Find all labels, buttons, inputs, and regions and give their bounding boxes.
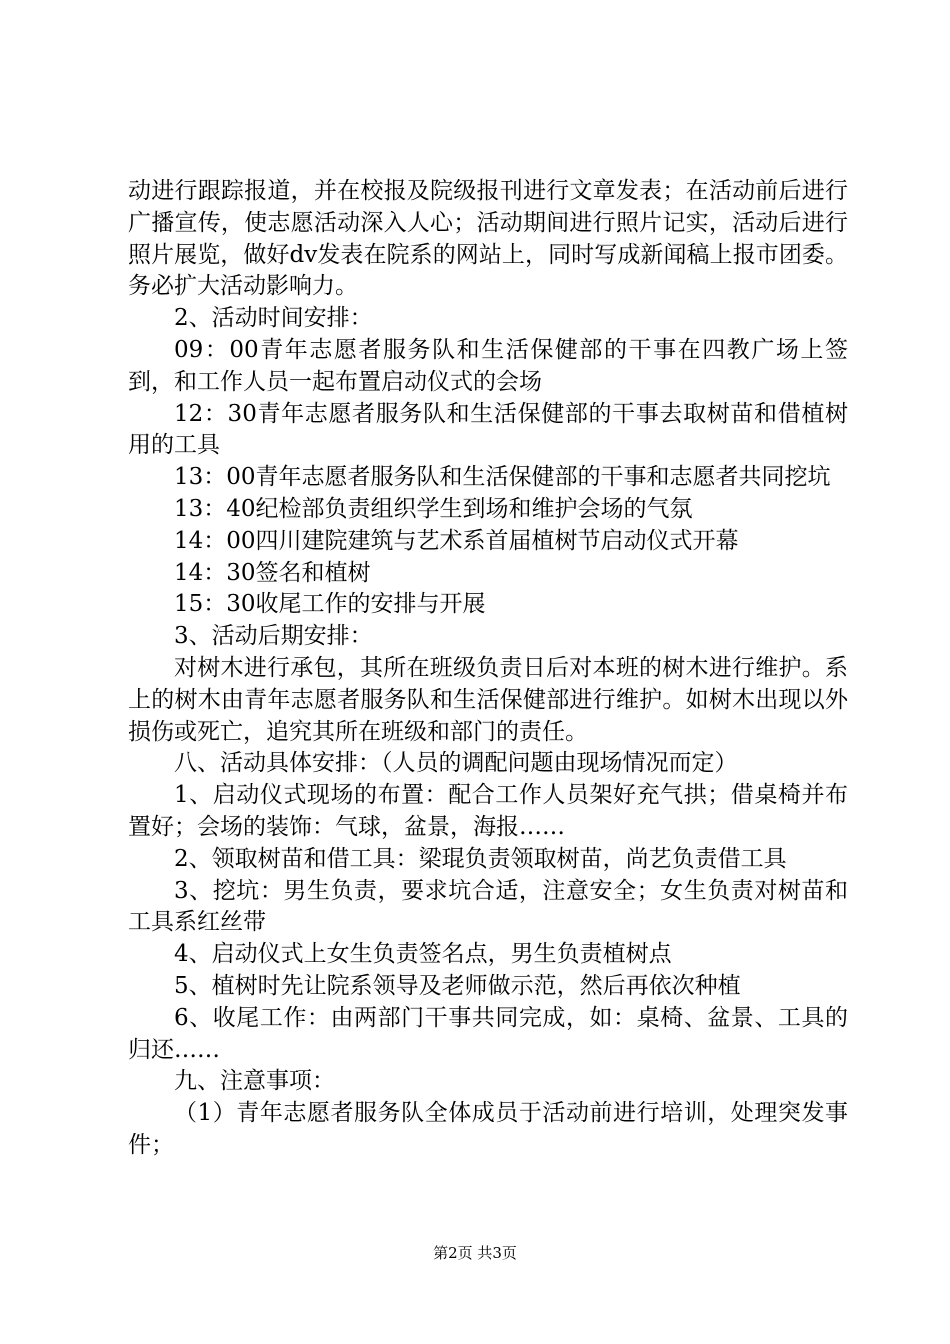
paragraph: 2、活动时间安排： [174, 305, 373, 332]
paragraph: 14：30签名和植树 [174, 559, 371, 586]
paragraph: 15：30收尾工作的安排与开展 [174, 591, 486, 618]
paragraph: 5、植树时先让院系领导及老师做示范，然后再依次种植 [174, 972, 741, 999]
paragraph: 3、活动后期安排： [174, 623, 373, 650]
paragraph: 八、活动具体安排：（人员的调配问题由现场情况而定） [174, 750, 738, 777]
paragraph: 13：00青年志愿者服务队和生活保健部的干事和志愿者共同挖坑 [174, 464, 831, 491]
body-text [128, 176, 848, 1162]
paragraph: 九、注意事项： [174, 1068, 335, 1095]
paragraph: （1）青年志愿者服务队全体成员于活动前进行培训，处理突发事件； [128, 1100, 848, 1158]
paragraph: 1、启动仪式现场的布置：配合工作人员架好充气拱；借桌椅并布置好；会场的装饰：气球，盆景，海报…… [128, 782, 848, 840]
paragraph: 13：40纪检部负责组织学生到场和维护会场的气氛 [174, 495, 693, 522]
paragraph: 6、收尾工作：由两部门干事共同完成，如：桌椅、盆景、工具的归还…… [128, 1004, 848, 1063]
paragraph: 2、领取树苗和借工具：梁琨负责领取树苗，尚艺负责借工具 [174, 845, 787, 872]
paragraph: 14：00四川建院建筑与艺术系首届植树节启动仪式开幕 [174, 527, 739, 554]
page-number-footer: 第2页 共3页 [433, 1244, 517, 1262]
paragraph: 12：30青年志愿者服务队和生活保健部的干事去取树苗和借植树用的工具 [128, 400, 848, 459]
paragraph: 4、启动仪式上女生负责签名点，男生负责植树点 [174, 941, 672, 968]
paragraph: 动进行跟踪报道，并在校报及院级报刊进行文章发表；在活动前后进行广播宣传，使志愿活动深入人心；活动期间进行照片记实，活动后进行照片展览，做好dv发表在院系的网站上，同时写成新闻稿上报市团委。务必扩大活动影响力。 [128, 178, 848, 300]
paragraph: 3、挖坑：男生负责，要求坑合适，注意安全；女生负责对树苗和工具系红丝带 [128, 877, 848, 936]
paragraph: 09：00青年志愿者服务队和生活保健部的干事在四教广场上签到，和工作人员一起布置启动仪式的会场 [128, 336, 848, 395]
paragraph: 对树木进行承包，其所在班级负责日后对本班的树木进行维护。系上的树木由青年志愿者服务队和生活保健部进行维护。如树木出现以外损伤或死亡，追究其所在班级和部门的责任。 [128, 654, 848, 745]
